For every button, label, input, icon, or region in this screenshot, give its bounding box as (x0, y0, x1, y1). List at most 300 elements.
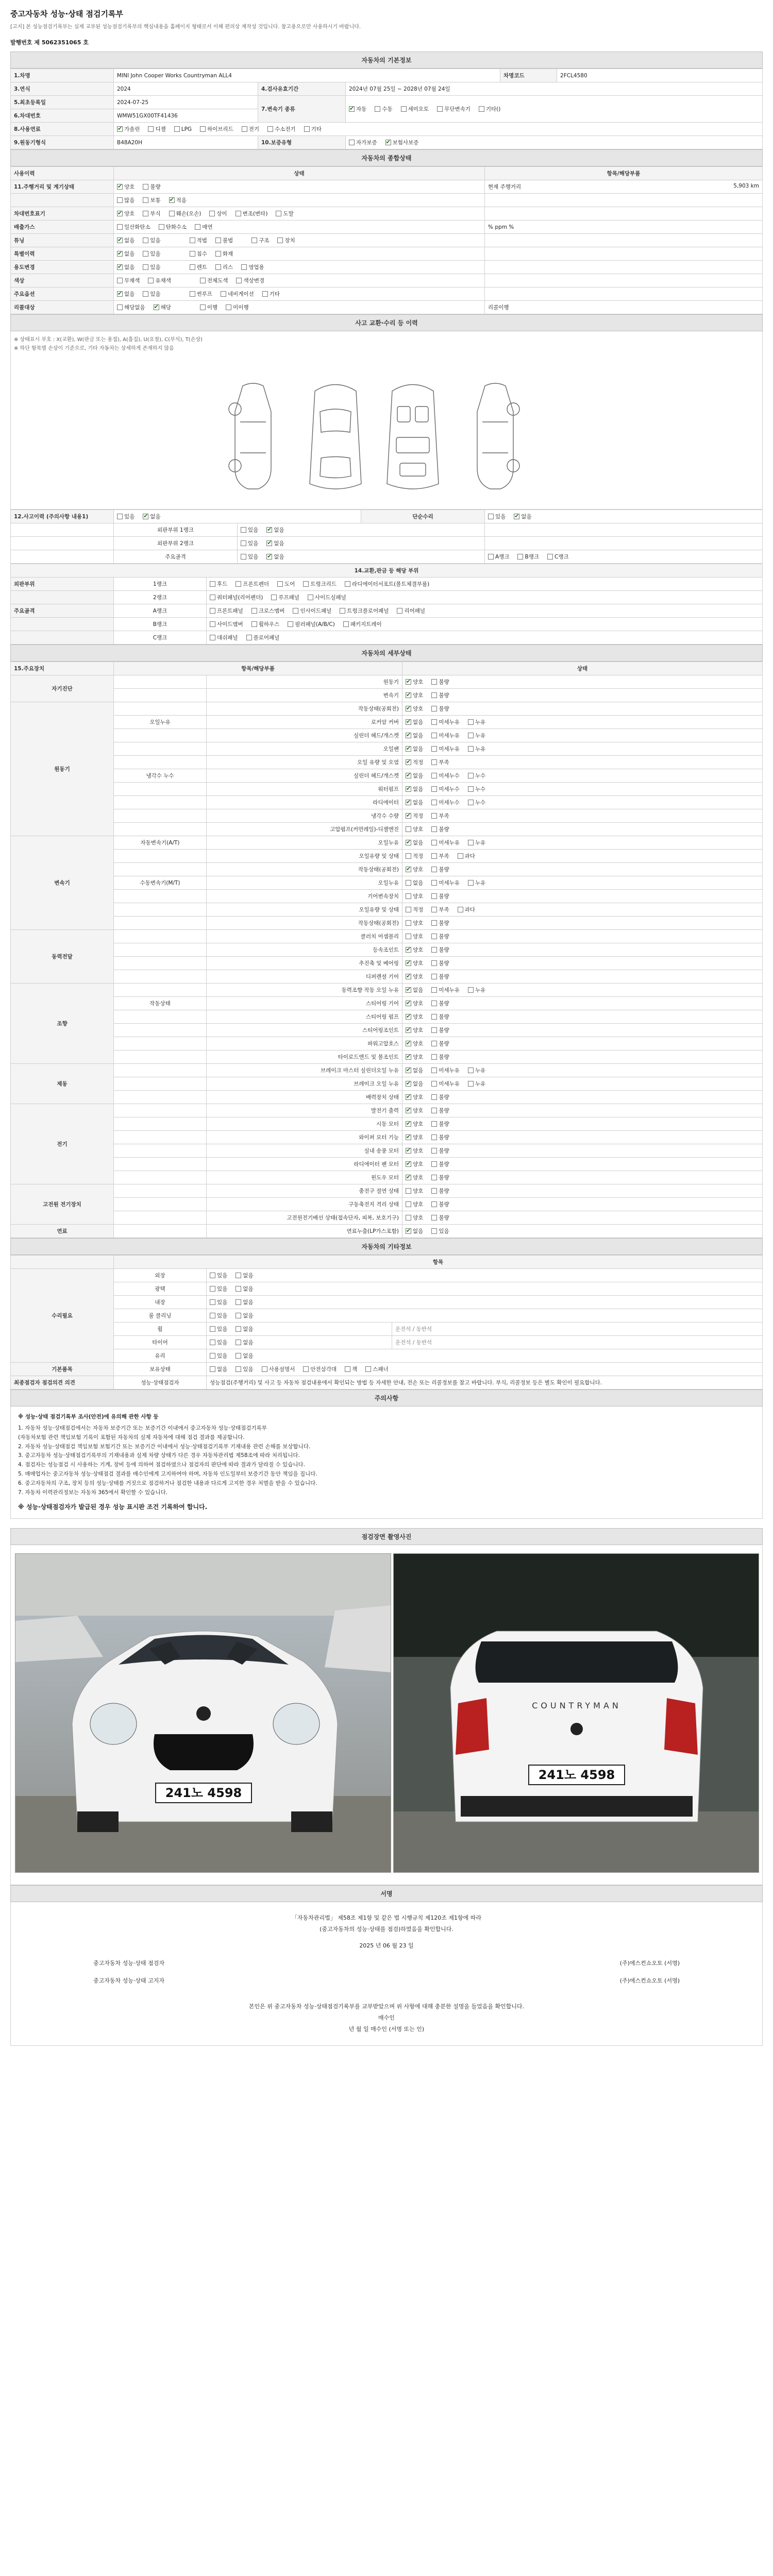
checkbox-box[interactable] (406, 1081, 411, 1087)
checkbox-option[interactable] (406, 1174, 423, 1181)
checkbox-option[interactable] (236, 580, 269, 588)
checkbox-box[interactable] (349, 140, 355, 145)
checkbox-option[interactable] (349, 139, 377, 146)
checkbox-option[interactable] (468, 745, 485, 753)
checkbox-option[interactable] (241, 553, 258, 561)
checkbox-box[interactable] (236, 1326, 241, 1332)
checkbox-option[interactable] (431, 785, 460, 793)
checkbox-box[interactable] (277, 581, 283, 587)
checkbox-option[interactable] (251, 620, 280, 628)
checkbox-box[interactable] (236, 1273, 241, 1278)
checkbox-option[interactable] (401, 105, 429, 113)
checkbox-box[interactable] (210, 608, 215, 614)
checkbox-box[interactable] (210, 1366, 215, 1372)
checkbox-box[interactable] (406, 947, 411, 953)
checkbox-box[interactable] (236, 1313, 241, 1318)
checkbox-box[interactable] (468, 719, 474, 725)
checkbox-option[interactable] (406, 1133, 423, 1141)
checkbox-option[interactable] (406, 906, 423, 913)
checkbox-box[interactable] (210, 595, 215, 600)
checkbox-option[interactable] (431, 986, 460, 994)
checkbox-box[interactable] (190, 264, 195, 270)
checkbox-option[interactable] (406, 1013, 423, 1021)
checkbox-box[interactable] (547, 554, 553, 560)
checkbox-option[interactable] (431, 1187, 449, 1195)
checkbox-box[interactable] (266, 540, 272, 546)
checkbox-box[interactable] (468, 840, 474, 845)
checkbox-box[interactable] (148, 278, 154, 283)
checkbox-option[interactable] (468, 986, 485, 994)
checkbox-box[interactable] (236, 211, 241, 216)
checkbox-box[interactable] (406, 880, 411, 886)
checkbox-option[interactable] (431, 906, 449, 913)
checkbox-option[interactable] (190, 250, 207, 258)
checkbox-option[interactable] (117, 210, 135, 217)
checkbox-box[interactable] (226, 304, 231, 310)
checkbox-box[interactable] (308, 595, 313, 600)
checkbox-option[interactable] (143, 196, 160, 204)
checkbox-option[interactable] (340, 607, 389, 615)
checkbox-box[interactable] (303, 1366, 309, 1372)
checkbox-option[interactable] (236, 210, 268, 217)
checkbox-box[interactable] (431, 974, 437, 979)
checkbox-box[interactable] (406, 733, 411, 738)
checkbox-box[interactable] (406, 813, 411, 819)
checkbox-option[interactable] (242, 125, 259, 133)
checkbox-box[interactable] (209, 211, 215, 216)
checkbox-option[interactable] (345, 1365, 357, 1373)
checkbox-box[interactable] (458, 907, 463, 912)
checkbox-box[interactable] (406, 1067, 411, 1073)
checkbox-option[interactable] (143, 263, 160, 271)
checkbox-box[interactable] (117, 126, 123, 132)
checkbox-option[interactable] (406, 1107, 423, 1114)
checkbox-box[interactable] (210, 1353, 215, 1359)
checkbox-box[interactable] (431, 893, 437, 899)
checkbox-box[interactable] (365, 1366, 371, 1372)
checkbox-box[interactable] (251, 621, 257, 627)
checkbox-box[interactable] (431, 1121, 437, 1127)
checkbox-box[interactable] (406, 853, 411, 859)
checkbox-option[interactable] (117, 263, 135, 271)
checkbox-option[interactable] (406, 1160, 423, 1168)
checkbox-option[interactable] (406, 839, 423, 846)
checkbox-option[interactable] (117, 513, 135, 520)
checkbox-box[interactable] (406, 1175, 411, 1180)
checkbox-option[interactable] (468, 718, 485, 726)
checkbox-box[interactable] (431, 706, 437, 711)
checkbox-option[interactable] (236, 1325, 253, 1333)
checkbox-option[interactable] (117, 303, 145, 311)
checkbox-option[interactable] (343, 620, 382, 628)
checkbox-box[interactable] (431, 1188, 437, 1194)
checkbox-box[interactable] (406, 1215, 411, 1221)
checkbox-box[interactable] (210, 1273, 215, 1278)
checkbox-box[interactable] (431, 1228, 437, 1234)
checkbox-box[interactable] (431, 853, 437, 859)
checkbox-box[interactable] (406, 1188, 411, 1194)
checkbox-option[interactable] (431, 959, 449, 967)
checkbox-option[interactable] (514, 513, 531, 520)
checkbox-option[interactable] (406, 1147, 423, 1155)
checkbox-box[interactable] (241, 540, 246, 546)
checkbox-option[interactable] (210, 1272, 227, 1279)
checkbox-option[interactable] (406, 1187, 423, 1195)
checkbox-option[interactable] (406, 732, 423, 739)
checkbox-box[interactable] (143, 238, 148, 243)
checkbox-box[interactable] (236, 1340, 241, 1345)
checkbox-option[interactable] (431, 745, 460, 753)
checkbox-option[interactable] (226, 303, 248, 311)
checkbox-box[interactable] (431, 1081, 437, 1087)
checkbox-option[interactable] (431, 1214, 449, 1222)
checkbox-box[interactable] (210, 635, 215, 640)
checkbox-option[interactable] (406, 973, 423, 980)
checkbox-option[interactable] (406, 999, 423, 1007)
checkbox-option[interactable] (276, 210, 293, 217)
checkbox-option[interactable] (431, 973, 449, 980)
checkbox-option[interactable] (200, 303, 217, 311)
checkbox-option[interactable] (345, 580, 429, 588)
checkbox-box[interactable] (468, 880, 474, 886)
checkbox-option[interactable] (431, 933, 449, 940)
checkbox-option[interactable] (431, 1160, 449, 1168)
checkbox-box[interactable] (169, 197, 175, 203)
checkbox-option[interactable] (210, 580, 227, 588)
checkbox-option[interactable] (431, 1133, 449, 1141)
checkbox-box[interactable] (406, 840, 411, 845)
checkbox-box[interactable] (117, 264, 123, 270)
checkbox-box[interactable] (343, 621, 349, 627)
checkbox-option[interactable] (406, 986, 423, 994)
checkbox-option[interactable] (431, 1147, 449, 1155)
checkbox-box[interactable] (406, 1228, 411, 1234)
checkbox-box[interactable] (431, 1161, 437, 1167)
checkbox-box[interactable] (431, 733, 437, 738)
checkbox-box[interactable] (431, 746, 437, 752)
checkbox-box[interactable] (304, 126, 310, 132)
checkbox-option[interactable] (209, 210, 227, 217)
checkbox-box[interactable] (514, 514, 519, 519)
checkbox-box[interactable] (468, 733, 474, 738)
checkbox-box[interactable] (431, 960, 437, 966)
checkbox-box[interactable] (251, 238, 257, 243)
checkbox-option[interactable] (431, 866, 449, 873)
checkbox-box[interactable] (431, 692, 437, 698)
checkbox-box[interactable] (241, 527, 246, 533)
checkbox-option[interactable] (406, 691, 423, 699)
checkbox-box[interactable] (293, 608, 298, 614)
checkbox-box[interactable] (431, 679, 437, 685)
checkbox-box[interactable] (200, 304, 206, 310)
checkbox-option[interactable] (236, 1298, 253, 1306)
checkbox-option[interactable] (406, 933, 423, 940)
checkbox-option[interactable] (236, 1352, 253, 1360)
checkbox-option[interactable] (468, 839, 485, 846)
checkbox-option[interactable] (236, 1272, 253, 1279)
checkbox-box[interactable] (385, 140, 391, 145)
checkbox-box[interactable] (406, 1001, 411, 1006)
checkbox-box[interactable] (148, 126, 154, 132)
checkbox-option[interactable] (406, 1093, 423, 1101)
checkbox-option[interactable] (431, 946, 449, 954)
checkbox-box[interactable] (431, 719, 437, 725)
checkbox-option[interactable] (406, 852, 423, 860)
checkbox-option[interactable] (431, 1053, 449, 1061)
checkbox-box[interactable] (406, 907, 411, 912)
checkbox-box[interactable] (345, 1366, 350, 1372)
checkbox-box[interactable] (431, 907, 437, 912)
checkbox-option[interactable] (406, 799, 423, 806)
checkbox-box[interactable] (431, 987, 437, 993)
checkbox-option[interactable] (117, 277, 140, 284)
checkbox-option[interactable] (210, 1325, 227, 1333)
checkbox-box[interactable] (242, 126, 247, 132)
checkbox-box[interactable] (143, 514, 148, 519)
checkbox-box[interactable] (241, 264, 247, 270)
checkbox-box[interactable] (406, 692, 411, 698)
checkbox-box[interactable] (406, 1148, 411, 1154)
checkbox-box[interactable] (431, 920, 437, 926)
checkbox-box[interactable] (431, 800, 437, 805)
checkbox-box[interactable] (303, 581, 309, 587)
checkbox-option[interactable] (117, 125, 140, 133)
checkbox-box[interactable] (406, 826, 411, 832)
checkbox-box[interactable] (406, 706, 411, 711)
checkbox-option[interactable] (308, 594, 346, 601)
checkbox-box[interactable] (431, 867, 437, 872)
checkbox-box[interactable] (190, 291, 195, 297)
checkbox-option[interactable] (431, 825, 449, 833)
checkbox-option[interactable] (117, 236, 135, 244)
checkbox-option[interactable] (210, 620, 243, 628)
checkbox-option[interactable] (406, 1053, 423, 1061)
checkbox-option[interactable] (406, 1214, 423, 1222)
checkbox-box[interactable] (406, 800, 411, 805)
checkbox-box[interactable] (236, 1299, 241, 1305)
checkbox-option[interactable] (210, 1285, 227, 1293)
checkbox-box[interactable] (117, 304, 123, 310)
checkbox-option[interactable] (431, 691, 449, 699)
checkbox-option[interactable] (406, 1227, 423, 1235)
checkbox-box[interactable] (468, 746, 474, 752)
checkbox-box[interactable] (159, 224, 164, 230)
checkbox-option[interactable] (210, 1338, 227, 1346)
checkbox-option[interactable] (385, 139, 419, 146)
checkbox-box[interactable] (406, 1094, 411, 1100)
checkbox-option[interactable] (266, 539, 284, 547)
checkbox-box[interactable] (406, 867, 411, 872)
checkbox-option[interactable] (431, 879, 460, 887)
checkbox-box[interactable] (406, 1041, 411, 1046)
checkbox-option[interactable] (246, 634, 280, 641)
checkbox-box[interactable] (143, 184, 148, 190)
checkbox-option[interactable] (406, 1120, 423, 1128)
checkbox-box[interactable] (117, 278, 123, 283)
checkbox-box[interactable] (468, 987, 474, 993)
checkbox-box[interactable] (431, 759, 437, 765)
checkbox-option[interactable] (431, 1093, 449, 1101)
checkbox-box[interactable] (236, 581, 241, 587)
checkbox-option[interactable] (437, 105, 470, 113)
checkbox-box[interactable] (406, 920, 411, 926)
checkbox-option[interactable] (221, 290, 254, 298)
checkbox-box[interactable] (276, 211, 281, 216)
checkbox-option[interactable] (117, 250, 135, 258)
checkbox-box[interactable] (479, 106, 484, 112)
checkbox-option[interactable] (406, 1066, 423, 1074)
checkbox-box[interactable] (117, 251, 123, 257)
checkbox-box[interactable] (236, 1353, 241, 1359)
checkbox-option[interactable] (241, 263, 264, 271)
checkbox-box[interactable] (349, 106, 355, 112)
checkbox-option[interactable] (159, 223, 187, 231)
checkbox-box[interactable] (345, 581, 350, 587)
checkbox-option[interactable] (236, 277, 264, 284)
checkbox-box[interactable] (406, 679, 411, 685)
checkbox-box[interactable] (200, 126, 206, 132)
checkbox-box[interactable] (431, 1134, 437, 1140)
photo-front[interactable] (15, 1553, 391, 1873)
checkbox-option[interactable] (431, 919, 449, 927)
checkbox-option[interactable] (148, 277, 171, 284)
checkbox-box[interactable] (468, 1067, 474, 1073)
checkbox-option[interactable] (266, 553, 284, 561)
checkbox-option[interactable] (431, 1107, 449, 1114)
checkbox-box[interactable] (215, 264, 221, 270)
checkbox-box[interactable] (406, 1014, 411, 1020)
checkbox-box[interactable] (431, 1067, 437, 1073)
checkbox-option[interactable] (215, 250, 233, 258)
checkbox-option[interactable] (169, 196, 187, 204)
checkbox-box[interactable] (117, 291, 123, 297)
checkbox-box[interactable] (210, 1299, 215, 1305)
checkbox-option[interactable] (304, 125, 322, 133)
checkbox-option[interactable] (468, 799, 485, 806)
checkbox-box[interactable] (154, 304, 159, 310)
checkbox-option[interactable] (143, 236, 160, 244)
checkbox-box[interactable] (271, 595, 277, 600)
checkbox-option[interactable] (406, 946, 423, 954)
checkbox-box[interactable] (221, 291, 226, 297)
checkbox-option[interactable] (117, 223, 150, 231)
checkbox-box[interactable] (210, 1340, 215, 1345)
checkbox-box[interactable] (488, 514, 494, 519)
checkbox-option[interactable] (406, 866, 423, 873)
photo-rear[interactable] (393, 1553, 759, 1873)
checkbox-box[interactable] (174, 126, 180, 132)
checkbox-option[interactable] (210, 594, 263, 601)
checkbox-box[interactable] (431, 880, 437, 886)
checkbox-option[interactable] (397, 607, 425, 615)
checkbox-box[interactable] (340, 608, 345, 614)
checkbox-option[interactable] (210, 1298, 227, 1306)
checkbox-option[interactable] (375, 105, 392, 113)
checkbox-box[interactable] (143, 197, 148, 203)
checkbox-option[interactable] (406, 678, 423, 686)
checkbox-option[interactable] (143, 513, 160, 520)
checkbox-box[interactable] (210, 581, 215, 587)
checkbox-option[interactable] (431, 772, 460, 779)
checkbox-option[interactable] (154, 303, 171, 311)
checkbox-option[interactable] (241, 526, 258, 534)
checkbox-option[interactable] (431, 799, 460, 806)
checkbox-box[interactable] (468, 1081, 474, 1087)
checkbox-box[interactable] (190, 251, 195, 257)
checkbox-box[interactable] (241, 554, 246, 560)
checkbox-box[interactable] (517, 554, 523, 560)
checkbox-box[interactable] (406, 1134, 411, 1140)
checkbox-option[interactable] (406, 919, 423, 927)
checkbox-option[interactable] (468, 772, 485, 779)
checkbox-box[interactable] (431, 934, 437, 939)
checkbox-option[interactable] (431, 758, 449, 766)
checkbox-option[interactable] (365, 1365, 388, 1373)
checkbox-option[interactable] (431, 812, 449, 820)
checkbox-option[interactable] (266, 526, 284, 534)
checkbox-option[interactable] (293, 607, 331, 615)
checkbox-box[interactable] (262, 1366, 267, 1372)
checkbox-option[interactable] (458, 906, 475, 913)
checkbox-option[interactable] (431, 892, 449, 900)
checkbox-box[interactable] (406, 934, 411, 939)
checkbox-box[interactable] (431, 1094, 437, 1100)
checkbox-option[interactable] (431, 1080, 460, 1088)
checkbox-option[interactable] (488, 513, 506, 520)
checkbox-option[interactable] (117, 196, 135, 204)
checkbox-box[interactable] (406, 893, 411, 899)
checkbox-box[interactable] (406, 746, 411, 752)
checkbox-box[interactable] (437, 106, 443, 112)
checkbox-box[interactable] (458, 853, 463, 859)
checkbox-option[interactable] (431, 732, 460, 739)
checkbox-box[interactable] (210, 621, 215, 627)
checkbox-box[interactable] (406, 1201, 411, 1207)
checkbox-option[interactable] (468, 879, 485, 887)
checkbox-option[interactable] (215, 236, 233, 244)
checkbox-option[interactable] (349, 105, 366, 113)
checkbox-box[interactable] (143, 264, 148, 270)
checkbox-option[interactable] (262, 1365, 295, 1373)
checkbox-option[interactable] (431, 705, 449, 713)
checkbox-option[interactable] (190, 236, 207, 244)
checkbox-option[interactable] (431, 1200, 449, 1208)
checkbox-box[interactable] (210, 1313, 215, 1318)
checkbox-box[interactable] (488, 554, 494, 560)
checkbox-box[interactable] (262, 291, 268, 297)
checkbox-option[interactable] (406, 812, 423, 820)
checkbox-box[interactable] (236, 278, 242, 283)
checkbox-option[interactable] (431, 1227, 449, 1235)
checkbox-box[interactable] (251, 608, 257, 614)
checkbox-option[interactable] (431, 1066, 460, 1074)
checkbox-option[interactable] (200, 277, 228, 284)
checkbox-option[interactable] (468, 1080, 485, 1088)
checkbox-option[interactable] (406, 825, 423, 833)
checkbox-option[interactable] (479, 105, 500, 113)
checkbox-box[interactable] (468, 786, 474, 792)
checkbox-box[interactable] (143, 251, 148, 257)
checkbox-box[interactable] (401, 106, 407, 112)
checkbox-option[interactable] (236, 1338, 253, 1346)
checkbox-option[interactable] (210, 634, 238, 641)
checkbox-option[interactable] (210, 607, 243, 615)
checkbox-option[interactable] (406, 718, 423, 726)
checkbox-box[interactable] (431, 1175, 437, 1180)
checkbox-option[interactable] (277, 236, 295, 244)
checkbox-option[interactable] (406, 1040, 423, 1047)
checkbox-box[interactable] (406, 987, 411, 993)
